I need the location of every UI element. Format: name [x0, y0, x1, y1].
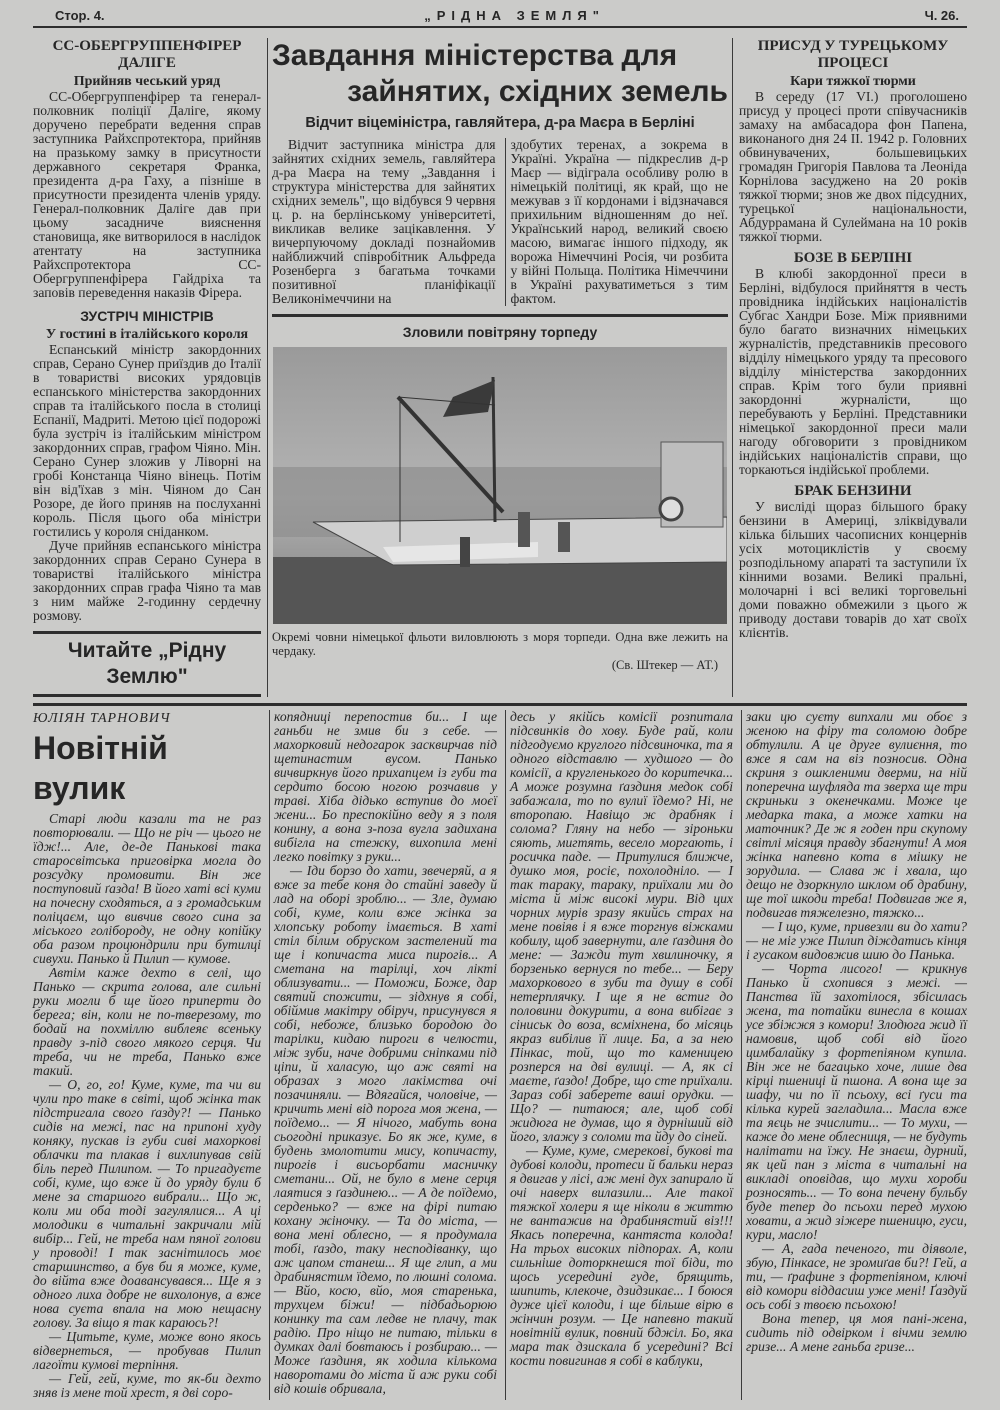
sea-water — [273, 557, 727, 624]
sailor — [460, 537, 470, 567]
newspaper-page — [33, 0, 967, 1410]
headline-subtitle: Відчит віцеміністра, гавляйтера, д-ра Маєра в Берліні — [305, 115, 695, 131]
caption-text: Окремі човни німецької фльоти виловлюють з моря торпеди. Одна вже лежить на чердаку. — [272, 630, 728, 658]
photo-title: Зловили повітряну торпеду — [402, 324, 598, 340]
article-title: БОЗЕ В БЕРЛІНІ — [793, 250, 913, 266]
article-body — [33, 343, 261, 623]
sailor — [518, 512, 530, 547]
story-column-3 — [505, 710, 733, 1400]
page-header — [33, 8, 967, 28]
article-body — [33, 90, 261, 300]
story-author: ЮЛІЯН ТАРНОВИЧ — [33, 711, 171, 726]
paragraph: — Іди борзо до хати, звечеряй, а я вже за тебе коня до стайні заведу й лад на оборі зроблю... — Зле, думаю собі, куме, коли вже жінка за хлопську роботу імається. В хаті стіл білим обруском застелений та ще і копичаста миса пирогів... А сметана на тарілці, хоч лікті облизувати... — Поможи, Боже, дар святий спожити, — зідхнув я собі, обіймив макітру обіруч, присунувся я собі, небоже, близько бородою до тарілки, кидаю пироги в челюсти, між зуби, наче добрими сніпками під ціпи, й халасую, що аж святі на образах з мого лакімства очі позачиняли. — Вдягайся, чоловіче, — кричить мені від порога моя жена, — поїдемо... — Я нічого, мабуть вона сьогодні приказує. Бо як же, куме, в будень змолотити мису, копичасту, пирогів і висьорбати масничку сметани... Ой, не було в мене серця лаятися з ґаздинею... — А де поїдемо, серденько? — вже на фірі питаю кохану жіночку. — Та до міста, — вона мені облесно, — я продумала тобі, ґаздо, таку несподіванку, що аж цапом станеш... Я ще глип, а ми драбинястим їдемо, по люшні солома. — Вйо, косю, вйо, моя старенька, трухцем біжи! — підбадьорюю конинку та сам ледве не плачу, так радію. Про ніщо не питаю, тільки в думках далі бовтаюсь і розбираю... — Може ґаздиня, як ходила кількома наворотами до міста й аж руки собі від кошів обривала, — [274, 863, 497, 1396]
article-title: ПРИСУД У ТУРЕЦЬКОМУ ПРОЦЕСІ — [757, 38, 949, 71]
article-body — [505, 138, 729, 306]
article-body — [739, 90, 967, 244]
paragraph: копядниці перепостив би... І ще ганьби не змив би з себе. — махорковий недогарок засквирчав під щетинастим вусом. Панько вичвиркнув його прихапцем із губи та сердито босою ногою розчавив у траві. Хіба дідько вступив до моєї жени... Бо преспокійно веду я з поля конину, а вона з-поза вугла задихана вибігла на стежку, вихопила мені легко повітку з руки... — [274, 709, 497, 864]
paragraph: У висліді щораз більшого браку бензини в Америці, зліквідували кілька більших часописних концернів усіх мотоциклістів у своєму розподільному апараті та заступили їх кінними возами. Великі пральні, молочарні і всі великі торговельні доми поважно обмежили з цього ж приводу достави товарів до хат своїх клієнтів. — [739, 499, 967, 640]
divider — [272, 314, 728, 317]
paragraph: здобутих теренах, а зокрема в Україні. Україна — підкреслив д-р Маєр — відіграла особливу ролю в німецькій політиці, як край, що не межував з її кордонами і відзначався прихильним відношенням до неї. Український народ, великий своєю масою, вимагає іншого підходу, як ворожа Німеччині Росія, чи розбита у війні Польща. Політика Німеччини в Україні рахуватиметься з тим фактом. — [510, 137, 728, 306]
article-subtitle: Кари тяжкої тюрми — [790, 74, 916, 89]
page-number: Стор. 4. — [55, 8, 105, 23]
paragraph: Вона тепер, ця моя пані-жена, сидить під одвірком і вічми землю гризе... А мене ганьба гризе... — [746, 1311, 967, 1354]
paragraph: СС-Обергруппенфірер та генерал-полковник поліції Даліге, якому доручено перебрати ведення справ заступника Райхспротектора, прийняв на празькому замку в присутности державного секретаря Франка, президента д-ра Гаху, а пізніше в присутности президента членів уряду. Генерал-полковник Даліге дав при цьому засадниче вияснення становища, яке витворилося в наслідок атентату на заступника Райхспротектора СС-Обергруппенфірера Гайдріха та заповів переведення наказів Фірера. — [33, 89, 261, 300]
paragraph: Відчит заступника міністра для зайнятих східних земель, гавляйтера д-ра Маєра на тему „Завдання і структура міністерства для зайнятих східних земель", що відбувся 9 червня ц. р. на берлінському університеті, викликав велике зацікавлення. У вичерпуючому докладі познайомив найближчий співробітник Альфреда Розенберга з багатьма точками позитивної планіфікації Великонімеччини на — [272, 137, 496, 306]
paragraph: — Гей, гей, куме, то як-би дехто зняв із мене той хрест, я дві соро- — [33, 1371, 261, 1400]
paragraph: В середу (17 VI.) проголошено присуд у процесі проти співучасників замаху на амбасадора фон Папена, виконаного дня 24 II. 1942 р. Головних обвинувачених, большевицьких громадян Григорія Павлова та Леоніда Корнілова засуджено на 20 років тяжкої тюрми; знов же двох підсудних, турецької національности, Абдуррамана й Сулеймана на 10 років тяжкої тюрми. — [739, 89, 967, 244]
story-column-1 — [33, 710, 261, 1400]
divider — [33, 694, 261, 697]
paragraph: — А, гада печеного, ти діяволе, збую, Пінкасе, не зромиґав би?! Гей, а ти, — ґрафине з фортепіяном, ключі від комори віддасиш уже мені! Ґаздуй ось собі з твоєю псьохою! — [746, 1241, 967, 1312]
story-text — [33, 812, 261, 1400]
paragraph: Старі люди казали та не раз повторювали. — Що не річ — цього не їдж!... Але, де-де Панькові така старосвітська приговірка могла до розсудку промовити. Він же поступовий ґазда! В його хаті всі куми на почесну сходяться, а з громадським поліцаєм, що вивчив свого сина за міського голібороду, не одну копійку оба разом процюндрили при бутилці сивухи. Панько й Пилип — кумове. — [33, 811, 261, 966]
headline-line-2: зайнятих, східних земель — [347, 75, 728, 108]
paragraph: — Куме, куме, смерекові, букові та дубові колоди, протеси й бальки нераз я двигав у лісі, аж мені дух запирало й очі наверх вилазили... Але такої тяжкої холери я ще ніколи в життю не вантажив на драбинястий віз!!! Якась поперечна, кантяста колода! На трьох високих підпорах. А, коли сильніше доторкнешся тої біди, то щось усередині гуде, брящить, шипить, клекоче, дзидзикає... І боюся дуже цієї колоди, і ще більше вірю в жінчин розум. — Це напевно такий новітній вулик, повний бджіл. Бо, яка мара так дзискала б усередині? Всі кости повигинав я собі в каблуки, — [510, 1143, 733, 1368]
article-body — [739, 267, 967, 477]
article-columns — [272, 138, 728, 306]
photo-boat-torpedo — [273, 347, 727, 624]
life-ring — [660, 498, 682, 520]
article-body — [739, 500, 967, 640]
article-subtitle: Прийняв чеський уряд — [73, 74, 221, 89]
top-section — [33, 38, 967, 697]
paragraph: десь у якійсь комісії розпитала підсвинків до хову. Буде рай, коли підгодуємо круглого підсвиночка, та я одного відставлю — худшого — до комісії, а кругленького до коритечка... А може розумна ґаздиня медок собі забажала, то по вулиї їдемо? Ні, не второпаю. Навіщо ж драбняк і солома? Гляну на небо — зіроньки сяють, мигтять, весело моргають, і росичка паде. — Притулися ближче, душко моя, росіє, похолодніло. — І так тараку, тараку, приїхали ми до міста й між високі мури. Від цих чорних мурів зразу якийсь страх на мене повіяв і я вже торгнув віжками кобилу, щоб завернути, але ґаздиня до мене: — Зажди тут хвилиночку, я борзенько вернуся по тебе... — Беру махоркового в зуби та душу в собі нетерплячку. І ще я не встиг до половини докурити, а вона вибігає з сіниськ до воза, всміхнена, бо місяць якраз вибілив її лице. Ба, а за нею Пінкас, той, що то каменицею розперся на дві вулиці. — А, як сі маєте, ґаздо! Добре, що сте приїхали. Зараз собі заберете ваші орудки. — Що? — питаюся; але, щоб собі жидюга не думав, що я дурніший від його, злажу з соломи та йду до сіней. — [510, 709, 733, 1144]
center-column — [267, 38, 733, 697]
article-subtitle: У гостині в італійського короля — [45, 327, 249, 342]
paragraph: Дуче прийняв еспанського міністра закордонних справ Серано Сунера в товаристві італійського міністра закордонних справ графа Чіяно та мав з ним майже 2-годинну сердечну розмову. — [33, 538, 261, 623]
story-title: Новітній вулик — [33, 730, 168, 806]
photo-caption — [272, 630, 728, 672]
left-column — [33, 38, 261, 697]
paragraph: Еспанський міністр закордонних справ, Серано Сунер приїздив до Італії в товаристві високих урядовців еспанського міністерства закордонних справ та італійського посла в столиці Еспанії, Мадриті. Метою цієї подорожі була зустріч із італійським міністром закордонних справ, графом Чіяно. Мін. Серано Сунер зложив у Ліворні на гробі Констанца Чіяно вінець. Потім він від'їхав з мін. Чіяном до Сан Розоре, де його приняв на послуханні король. Після цього оба міністри гостились у короля сніданком. — [33, 342, 261, 539]
story-column-4 — [741, 710, 967, 1400]
story-column-2 — [269, 710, 497, 1400]
photo-credit: (Св. Штекер — АТ.) — [611, 658, 718, 672]
article-title: СС-ОБЕРГРУППЕНФІРЕР ДАЛІГЕ — [52, 38, 242, 71]
paragraph: В клюбі закордонної преси в Берліні, відбулося прийняття в честь провідника індійських націоналістів Субгас Хандри Бозе. Між приявними було багато визначних німецьких журналістів, представників пресового відділу німецького уряду та пресового відділу міністерства закордонних справ. Крім того були приявні закордонні журналісти, що перебувають у Берліні. Представники німецької закордонної преси мали нагоду обговорити з провідником індійських націоналістів справи, що торкаються індійської проблеми. — [739, 266, 967, 477]
paragraph: — О, го, го! Куме, куме, та чи ви чули про таке в світі, щоб жінка так підстригала свого ґазду?! — Панько сидів на межі, пас на припоні худу коняку, пускав із губи сиві махоркові облачки та плакав і вихлипував свій біль перед Пилипом. — То пригадуєте собі, куме, що вже й до уряду були б мене за старшого вибрали... Що ж, коли ми оба тоді загулялися... А ці молодики в читальні закричали мій вибір... Гей, не треба нам пяної голови у проводі! І так заснітилось моє старшинство, а був би я може, куме, до війта вже доавансувався... Ще я з одного лиха добре не вихолонув, а вже нова суєта впала на мою нещасну голову. За віщо я так караюсь?! — [33, 1077, 261, 1330]
story-section — [33, 703, 967, 1400]
paragraph: — Цитьте, куме, може воно якось відвернеться, — пробував Пилип лагоїти кумові терпіння. — [33, 1329, 261, 1372]
article-title: ЗУСТРІЧ МІНІСТРІВ — [80, 308, 214, 324]
paragraph: — Чорта лисого! — крикнув Панько й схопився з межі. — Панства їй захотілося, збісилась жена, та потайки винесла в кошах усе збіжжя з комори! Злодюга жид її намовив, щоб собі від його цимбалайку з фортепіяном купила. Він же не багацько хоче, лише два кірці пшениці й пшона. А вона ще за шафу, чи по її псьоху, всі ґуси та кілька курей загладила... Масла вже та яєць не зчислити... — То мухи, — каже до мене облесниця, — не будуть налітати на їжу. Не знаєш, дурний, як цей пан з міста в читальні на викладі оповідав, що мухи хороби розносять... — То вона печену бульбу буде тепер до псьохи перед мухою ховати, а жид зіжере пшеницю, гуси, кури, масло! — [746, 961, 967, 1242]
paragraph: Автім каже дехто в селі, що Панько — скрита голова, але сильні руки могли б ще його приперти до берега; він, коли не по-тверезому, то бодай на похміллю виблеяє всеньку правду з-під свого мякого серця. Чи треба, чи не треба, Панько вже такий. — [33, 965, 261, 1078]
masthead: „РІДНА ЗЕМЛЯ" — [424, 8, 605, 23]
article-body — [272, 138, 496, 306]
paragraph: заки цю суєту випхали ми обоє з женою на фіру та соломою добре обтулили. А це друге вулиєння, то вже я сам на віз позносив. Одна скриня з ошкленими дверми, на ній поперечна шуфляда та зверха ще три скриньки з окенечками. Може це медарка така, а може хатки на маточник? Де ж я годен при скупому світлі місяця правду збагнути! А моя жінка напевно кота в мішку не зорудила. — Слава ж і хвала, що дещо не дзоркнуло шклом об драбину, ще тої шкоди треба! Подвигав же я, подвигав тяжелезно, тяжко... — [746, 709, 967, 920]
sailor — [558, 522, 570, 552]
right-column — [739, 38, 967, 697]
paragraph: — І що, куме, привезли ви до хати? — не міг уже Пилип діждатись кінця і гусаком видовжив шию до Панька. — [746, 919, 967, 962]
headline-line-1: Завдання міністерства для — [272, 39, 678, 72]
issue-number: Ч. 26. — [924, 8, 959, 23]
promo-banner: Читайте „Рідну Землю" — [67, 639, 227, 688]
article-title: БРАК БЕНЗИНИ — [794, 483, 912, 499]
